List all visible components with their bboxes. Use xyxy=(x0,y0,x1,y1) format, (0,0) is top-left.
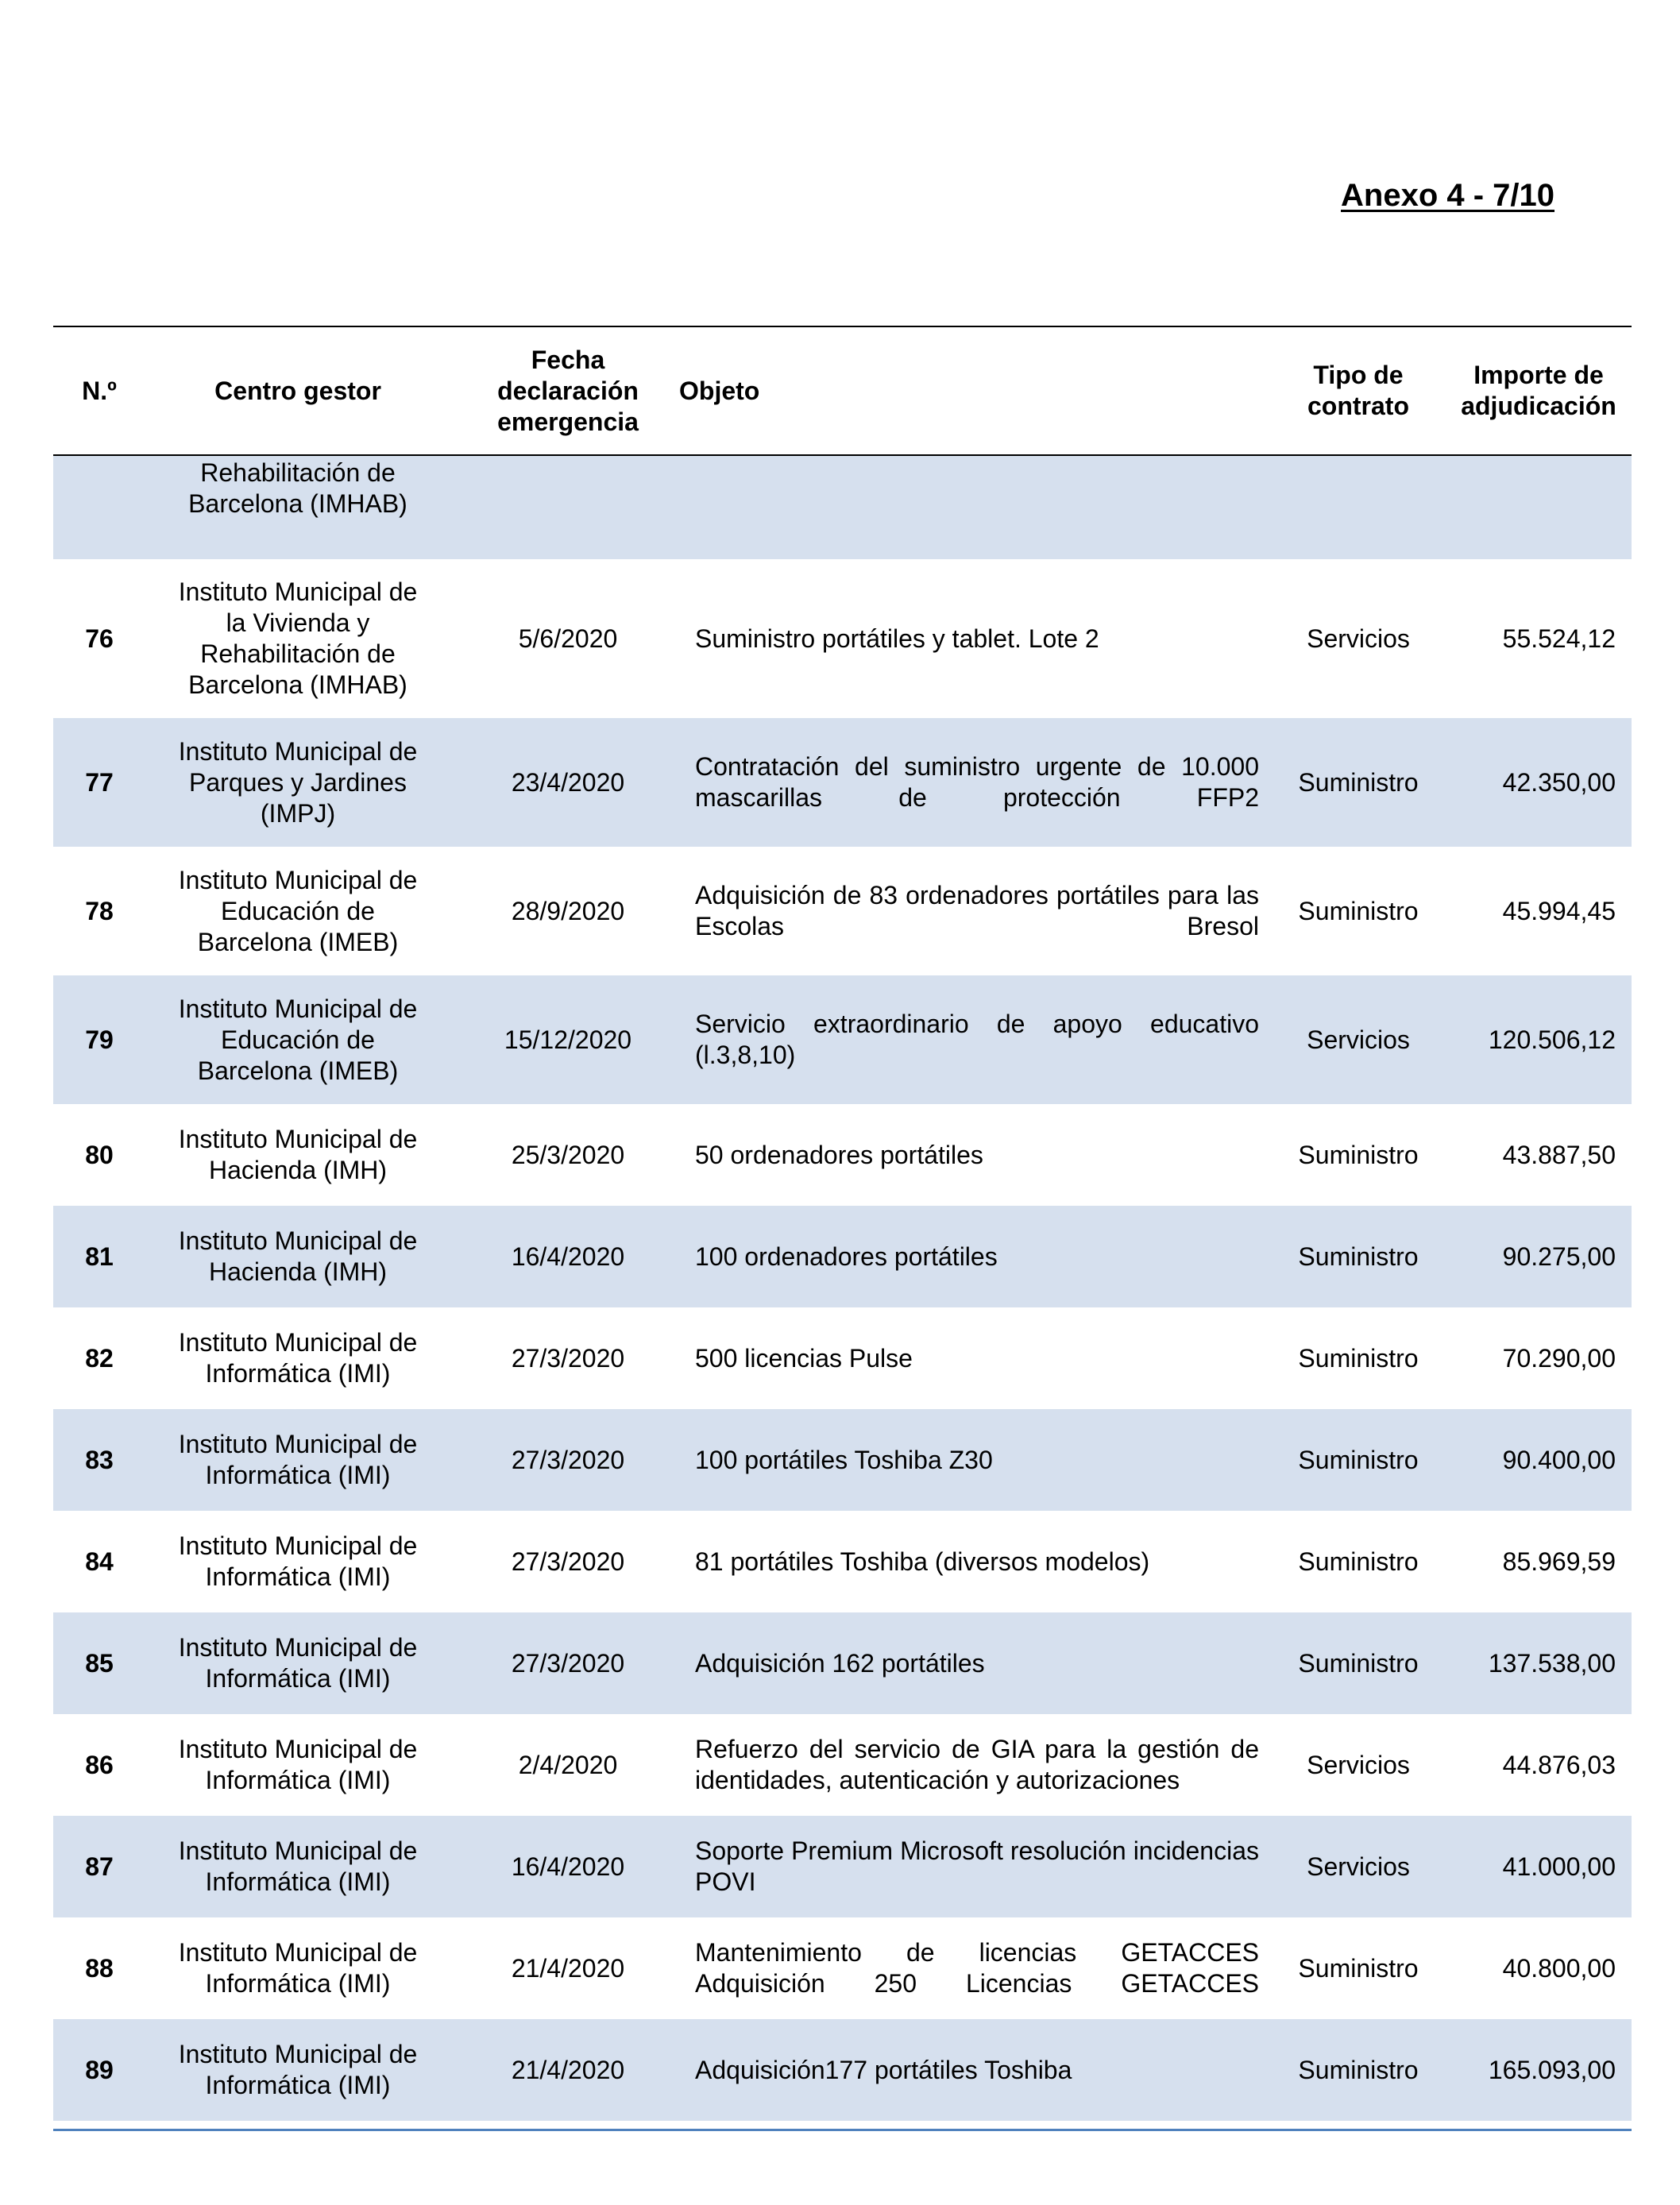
cell-fecha: 27/3/2020 xyxy=(511,1343,625,1373)
cell-objeto: 50 ordenadores portátiles xyxy=(695,1140,983,1169)
cell-fecha: 16/4/2020 xyxy=(511,1852,625,1881)
table-row xyxy=(53,718,1632,847)
cell-objeto: Refuerzo del servicio de GIA para la gestión de identidades, autenticación y autorizaciones xyxy=(695,1735,1259,1794)
cell-fecha: 27/3/2020 xyxy=(511,1445,625,1474)
cell-num: 79 xyxy=(85,1025,114,1054)
table-row xyxy=(53,975,1632,1104)
cell-objeto: Adquisición177 portátiles Toshiba xyxy=(695,2055,1072,2084)
table-header xyxy=(53,326,1632,456)
cell-num: 87 xyxy=(85,1852,114,1881)
cell-objeto: Suministro portátiles y tablet. Lote 2 xyxy=(695,624,1099,653)
cell-importe: 90.400,00 xyxy=(1502,1445,1616,1474)
cell-centro-gestor: Instituto Municipal de Informática (IMI) xyxy=(178,2040,418,2099)
header-centro-gestor: Centro gestor xyxy=(214,376,381,405)
cell-fecha: 27/3/2020 xyxy=(511,1547,625,1576)
cell-objeto: Adquisición 162 portátiles xyxy=(695,1648,985,1678)
table-row xyxy=(53,456,1632,559)
cell-num: 76 xyxy=(85,624,114,653)
cell-num: 86 xyxy=(85,1750,114,1779)
cell-tipo-contrato: Suministro xyxy=(1298,1242,1419,1271)
contracts-table xyxy=(53,326,1632,2121)
cell-centro-gestor: Instituto Municipal de Informática (IMI) xyxy=(178,1735,418,1794)
header-objeto: Objeto xyxy=(679,376,760,405)
cell-objeto: 100 portátiles Toshiba Z30 xyxy=(695,1445,993,1474)
cell-fecha: 15/12/2020 xyxy=(504,1025,632,1054)
cell-num: 88 xyxy=(85,1953,114,1983)
cell-centro-gestor: Instituto Municipal de Informática (IMI) xyxy=(178,1531,418,1591)
cell-objeto: Mantenimiento de licencias GETACCES Adquisición 250 Licencias GETACCES xyxy=(695,1938,1259,1998)
cell-tipo-contrato: Servicios xyxy=(1307,1852,1410,1881)
cell-tipo-contrato: Servicios xyxy=(1307,624,1410,653)
table-row xyxy=(53,559,1632,718)
cell-tipo-contrato: Servicios xyxy=(1307,1750,1410,1779)
table-row xyxy=(53,1511,1632,1612)
header-importe: Importe de adjudicación xyxy=(1461,361,1616,420)
cell-tipo-contrato: Suministro xyxy=(1298,2055,1419,2084)
cell-objeto: Soporte Premium Microsoft resolución incidencias POVI xyxy=(695,1836,1259,1896)
cell-num: 80 xyxy=(85,1140,114,1169)
cell-fecha: 23/4/2020 xyxy=(511,767,625,797)
cell-num: 83 xyxy=(85,1445,114,1474)
cell-importe: 90.275,00 xyxy=(1502,1242,1616,1271)
cell-importe: 43.887,50 xyxy=(1502,1140,1616,1169)
cell-importe: 41.000,00 xyxy=(1502,1852,1616,1881)
cell-importe: 55.524,12 xyxy=(1502,624,1616,653)
cell-num: 82 xyxy=(85,1343,114,1373)
cell-importe: 45.994,45 xyxy=(1502,896,1616,925)
cell-tipo-contrato: Servicios xyxy=(1307,1025,1410,1054)
cell-centro-gestor: Instituto Municipal de la Vivienda y Rehabilitación de Barcelona (IMHAB) xyxy=(178,577,418,699)
table-row xyxy=(53,1104,1632,1206)
cell-centro-gestor: Instituto Municipal de Informática (IMI) xyxy=(178,1633,418,1693)
cell-tipo-contrato: Suministro xyxy=(1298,767,1419,797)
cell-centro-gestor: Instituto Municipal de Hacienda (IMH) xyxy=(178,1125,418,1184)
table-body xyxy=(53,456,1632,2121)
table-row xyxy=(53,2019,1632,2121)
cell-fecha: 16/4/2020 xyxy=(511,1242,625,1271)
cell-tipo-contrato: Suministro xyxy=(1298,896,1419,925)
header-tipo-contrato: Tipo de contrato xyxy=(1307,361,1409,420)
table-row xyxy=(53,1307,1632,1409)
cell-fecha: 5/6/2020 xyxy=(518,624,618,653)
cell-num: 89 xyxy=(85,2055,114,2084)
cell-fecha: 21/4/2020 xyxy=(511,2055,625,2084)
cell-objeto: 100 ordenadores portátiles xyxy=(695,1242,998,1271)
annex-title: Anexo 4 - 7/10 xyxy=(1341,178,1555,213)
header-fecha: Fecha declaración emergencia xyxy=(497,345,639,436)
table-row xyxy=(53,1816,1632,1917)
cell-fecha: 21/4/2020 xyxy=(511,1953,625,1983)
cell-num: 77 xyxy=(85,767,114,797)
cell-centro-gestor: Instituto Municipal de Informática (IMI) xyxy=(178,1328,418,1388)
cell-tipo-contrato: Suministro xyxy=(1298,1547,1419,1576)
cell-objeto: Adquisición de 83 ordenadores portátiles para las Escolas Bresol xyxy=(695,881,1259,940)
cell-importe: 85.969,59 xyxy=(1502,1547,1616,1576)
cell-tipo-contrato: Suministro xyxy=(1298,1445,1419,1474)
cell-objeto: 500 licencias Pulse xyxy=(695,1343,913,1373)
cell-importe: 165.093,00 xyxy=(1488,2055,1616,2084)
cell-fecha: 2/4/2020 xyxy=(518,1750,618,1779)
cell-tipo-contrato: Suministro xyxy=(1298,1140,1419,1169)
cell-importe: 70.290,00 xyxy=(1502,1343,1616,1373)
table-row xyxy=(53,1917,1632,2019)
cell-centro-gestor: Instituto Municipal de Educación de Barcelona (IMEB) xyxy=(178,994,418,1085)
cell-centro-gestor: Instituto Municipal de Informática (IMI) xyxy=(178,1430,418,1489)
cell-fecha: 25/3/2020 xyxy=(511,1140,625,1169)
cell-tipo-contrato: Suministro xyxy=(1298,1648,1419,1678)
cell-num: 85 xyxy=(85,1648,114,1678)
cell-importe: 137.538,00 xyxy=(1488,1648,1616,1678)
cell-num: 84 xyxy=(85,1547,114,1576)
cell-objeto: Contratación del suministro urgente de 10.000 mascarillas de protección FFP2 xyxy=(695,752,1259,812)
cell-centro-gestor: Instituto Municipal de Informática (IMI) xyxy=(178,1836,418,1896)
table-row xyxy=(53,1714,1632,1816)
cell-centro-gestor: Instituto Municipal de Educación de Barcelona (IMEB) xyxy=(178,865,418,956)
cell-num: 78 xyxy=(85,896,114,925)
cell-tipo-contrato: Suministro xyxy=(1298,1343,1419,1373)
cell-importe: 40.800,00 xyxy=(1502,1953,1616,1983)
header-num: N.º xyxy=(82,376,117,405)
cell-num: 81 xyxy=(85,1242,114,1271)
table-row xyxy=(53,1206,1632,1307)
cell-centro-gestor: Rehabilitación de Barcelona (IMHAB) xyxy=(188,458,407,518)
table-bottom-rule xyxy=(53,2129,1632,2131)
cell-importe: 120.506,12 xyxy=(1488,1025,1616,1054)
cell-objeto: 81 portátiles Toshiba (diversos modelos) xyxy=(695,1547,1150,1576)
cell-centro-gestor: Instituto Municipal de Parques y Jardines (IMPJ) xyxy=(178,736,418,828)
table-row xyxy=(53,847,1632,975)
table-row xyxy=(53,1409,1632,1511)
cell-objeto: Servicio extraordinario de apoyo educativo (l.3,8,10) xyxy=(695,1010,1259,1069)
cell-fecha: 27/3/2020 xyxy=(511,1648,625,1678)
cell-centro-gestor: Instituto Municipal de Informática (IMI) xyxy=(178,1938,418,1998)
cell-importe: 42.350,00 xyxy=(1502,767,1616,797)
cell-fecha: 28/9/2020 xyxy=(511,896,625,925)
cell-centro-gestor: Instituto Municipal de Hacienda (IMH) xyxy=(178,1226,418,1286)
cell-importe: 44.876,03 xyxy=(1502,1750,1616,1779)
cell-tipo-contrato: Suministro xyxy=(1298,1953,1419,1983)
table-row xyxy=(53,1612,1632,1714)
